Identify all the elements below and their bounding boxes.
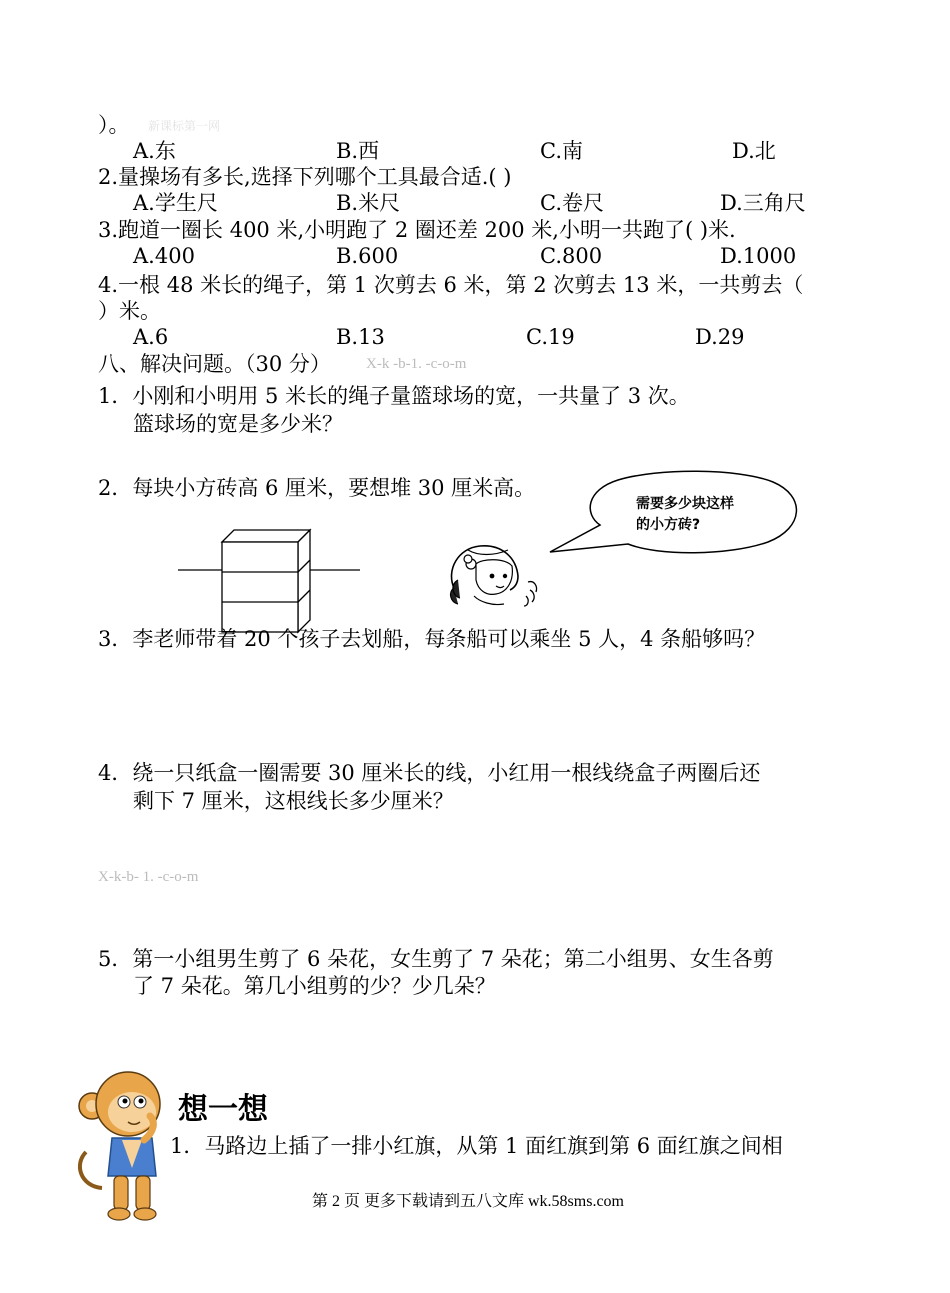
bubble-line-2: 的小方砖? [636, 517, 701, 533]
question-3: 3.跑道一圈长 400 米,小明跑了 2 圈还差 200 米,小明一共跑了( )米. [98, 218, 736, 242]
watermark-2: X-k-b- 1. -c-o-m [98, 869, 199, 885]
stacked-bricks-illustration [176, 526, 366, 636]
problem-3: 3．李老师带着 20 个孩子去划船，每条船可以乘坐 5 人，4 条船够吗？ [98, 627, 766, 651]
think-problem-1: 1．马路边上插了一排小红旗，从第 1 面红旗到第 6 面红旗之间相 [170, 1134, 783, 1158]
q4-option-a: A.6 [133, 325, 169, 349]
page-footer: 第 2 页 更多下载请到五八文库 wk.58sms.com [312, 1193, 625, 1210]
q2-option-b: B.米尺 [336, 191, 401, 215]
problem-5-line2: 了 7 朵花。第几小组剪的少？少几朵？ [133, 974, 496, 998]
problem-2: 2．每块小方砖高 6 厘米，要想堆 30 厘米高。 [98, 476, 536, 500]
question-4-line1: 4.一根 48 米长的绳子，第 1 次剪去 6 米，第 2 次剪去 13 米，一共剪去（ [98, 273, 804, 297]
q1-option-a: A.东 [133, 139, 176, 163]
speech-bubble-text [636, 494, 734, 536]
think-title: 想一想 [178, 1092, 268, 1127]
problem-1-line1: 1．小刚和小明用 5 米长的绳子量篮球场的宽，一共量了 3 次。 [98, 384, 690, 408]
monkey-illustration [72, 1068, 182, 1224]
q2-option-d: D.三角尺 [720, 191, 806, 215]
q3-option-d: D.1000 [720, 244, 797, 268]
q3-option-c: C.800 [540, 244, 603, 268]
problem-5-line1: 5．第一小组男生剪了 6 朵花，女生剪了 7 朵花；第二小组男、女生各剪 [98, 947, 774, 971]
problem-4-line1: 4．绕一只纸盒一圈需要 30 厘米长的线，小红用一根线绕盒子两圈后还 [98, 761, 761, 785]
problem-1-line2: 篮球场的宽是多少米？ [133, 412, 343, 436]
q4-option-d: D.29 [695, 325, 745, 349]
question-4-line2: ）米。 [98, 299, 161, 323]
q2-option-c: C.卷尺 [540, 191, 604, 215]
question-2: 2.量操场有多长,选择下列哪个工具最合适.( ) [98, 165, 512, 189]
bubble-line-1: 需要多少块这样 [636, 496, 734, 512]
q1-option-b: B.西 [336, 139, 380, 163]
q1-option-c: C.南 [540, 139, 583, 163]
q1-tail: ）。 [98, 113, 130, 137]
q3-option-b: B.600 [336, 244, 399, 268]
problem-4-line2: 剩下 7 厘米，这根线长多少厘米？ [133, 789, 454, 813]
girl-thinking-illustration [444, 540, 548, 610]
section8-heading: 八、解决问题。（30 分） [98, 352, 331, 376]
q4-option-c: C.19 [526, 325, 575, 349]
watermark-1: X-k -b-1. -c-o-m [366, 356, 467, 372]
q1-option-d: D.北 [732, 139, 776, 163]
q3-option-a: A.400 [133, 244, 195, 268]
q2-option-a: A.学生尺 [133, 191, 218, 215]
q4-option-b: B.13 [336, 325, 385, 349]
ghost-watermark: 新课标第一网 [148, 119, 221, 133]
